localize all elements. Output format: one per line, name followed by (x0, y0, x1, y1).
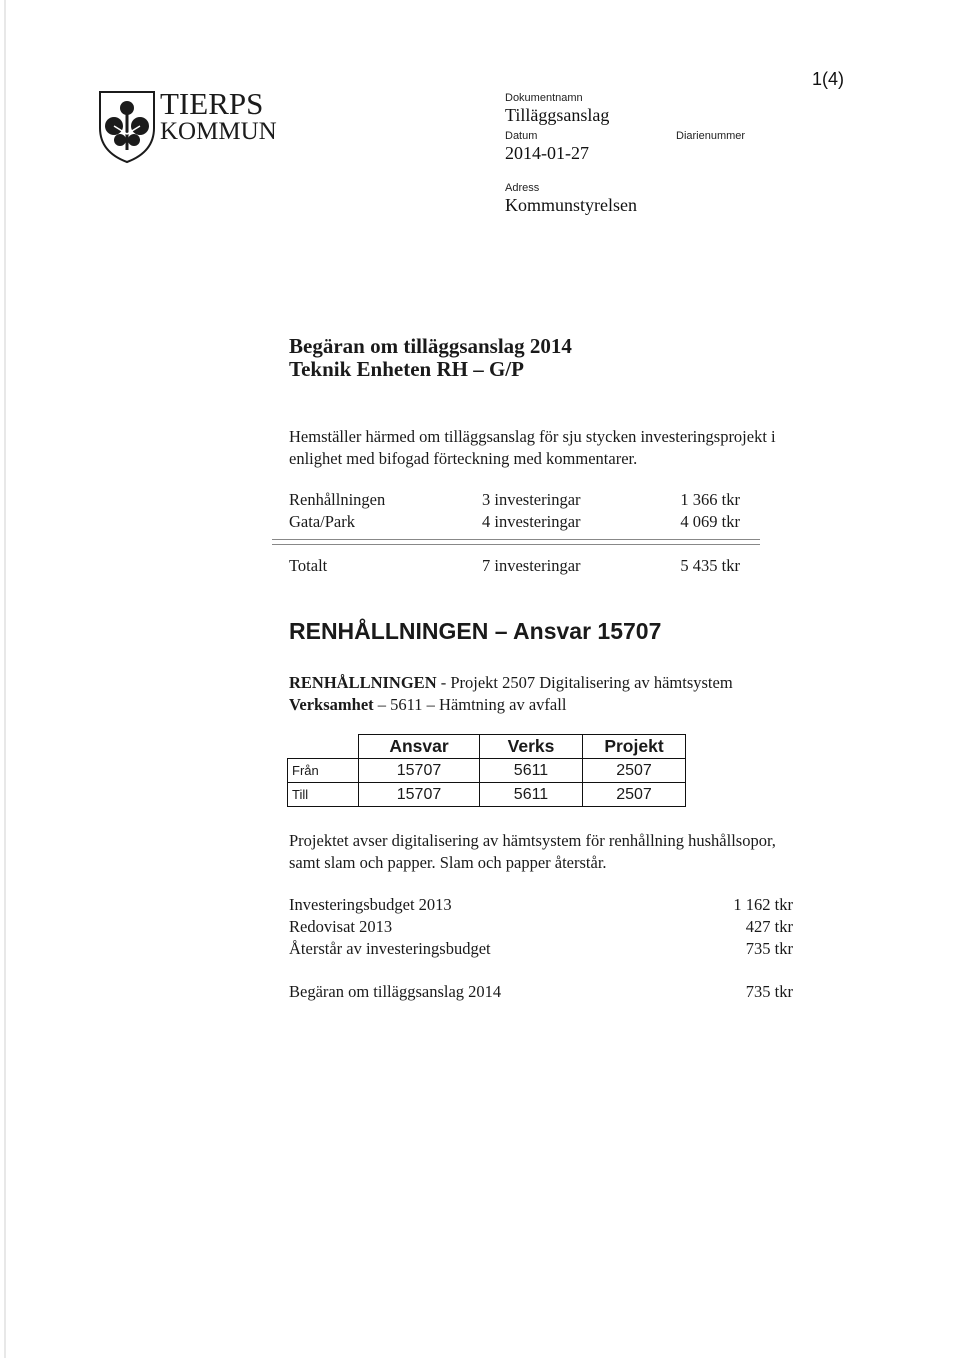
table-corner (288, 735, 359, 759)
description-line1: Projektet avser digitalisering av hämtsystem för renhållning hushållsopor, (289, 831, 776, 850)
table-header-row (288, 735, 686, 759)
datum-label: Datum (505, 130, 538, 142)
intro-line1: Hemställer härmed om tilläggsanslag för sju stycken investeringsprojekt i (289, 427, 776, 446)
budget-row-amount: 735 tkr (745, 939, 793, 958)
budget-row-amount: 1 162 tkr (733, 895, 793, 914)
logo-text-line2: KOMMUN (160, 118, 277, 145)
logo-text-line1: TIERPS (160, 86, 264, 121)
summary-total-count: 7 investeringar (482, 556, 581, 575)
summary-row-name: Renhållningen (289, 490, 386, 509)
summary-row-amount: 1 366 tkr (680, 490, 740, 509)
adress-value: Kommunstyrelsen (505, 195, 637, 215)
summary-separator (272, 539, 760, 545)
table-cell: 2507 (583, 783, 686, 807)
description-line2: samt slam och papper. Slam och papper återstår. (289, 853, 607, 872)
project-line (289, 672, 733, 694)
verksamhet-line (289, 694, 566, 716)
coat-of-arms-icon (96, 88, 158, 164)
table-cell: 5611 (480, 783, 583, 807)
summary-row-amount: 4 069 tkr (680, 512, 740, 531)
summary-total-name: Totalt (289, 556, 328, 575)
adress-label: Adress (505, 182, 540, 194)
budget-request-amount: 735 tkr (745, 982, 793, 1001)
table-header-cell: Ansvar (359, 735, 480, 759)
project-line-rest: - Projekt 2507 Digitalisering av hämtsystem (436, 673, 733, 692)
summary-row-name: Gata/Park (289, 512, 355, 531)
table-cell: 15707 (359, 783, 480, 807)
document-subtitle: Teknik Enheten RH – G/P (289, 357, 524, 381)
table-row (288, 783, 686, 807)
summary-row-count: 3 investeringar (482, 490, 581, 509)
project-table (287, 734, 686, 807)
table-header-cell: Projekt (583, 735, 686, 759)
table-row-label: Till (288, 783, 359, 807)
budget-row-label: Investeringsbudget 2013 (289, 895, 452, 914)
table-cell: 2507 (583, 759, 686, 783)
summary-total-amount: 5 435 tkr (680, 556, 740, 575)
page-number: 1(4) (812, 69, 845, 89)
verksamhet-line-rest: – 5611 – Hämtning av avfall (373, 695, 567, 714)
budget-row-label: Återstår av investeringsbudget (289, 939, 491, 958)
budget-request-label: Begäran om tilläggsanslag 2014 (289, 982, 502, 1001)
budget-row-label: Redovisat 2013 (289, 917, 393, 936)
table-cell: 15707 (359, 759, 480, 783)
datum-value: 2014-01-27 (505, 143, 589, 163)
table-row (288, 759, 686, 783)
summary-row-count: 4 investeringar (482, 512, 581, 531)
project-line-bold: RENHÅLLNINGEN (289, 673, 437, 692)
table-header-cell: Verks (480, 735, 583, 759)
table-row-label: Från (288, 759, 359, 783)
scan-edge (4, 0, 6, 1358)
document-title: Begäran om tilläggsanslag 2014 (289, 334, 572, 358)
diarienummer-label: Diarienummer (676, 130, 746, 142)
dokumentnamn-label: Dokumentnamn (505, 92, 583, 104)
municipality-logo (96, 88, 286, 168)
budget-row-amount: 427 tkr (745, 917, 793, 936)
verksamhet-line-bold: Verksamhet (289, 695, 374, 714)
intro-line2: enlighet med bifogad förteckning med kommentarer. (289, 449, 638, 468)
section-heading: RENHÅLLNINGEN – Ansvar 15707 (289, 618, 662, 644)
dokumentnamn-value: Tilläggsanslag (505, 105, 610, 125)
table-cell: 5611 (480, 759, 583, 783)
